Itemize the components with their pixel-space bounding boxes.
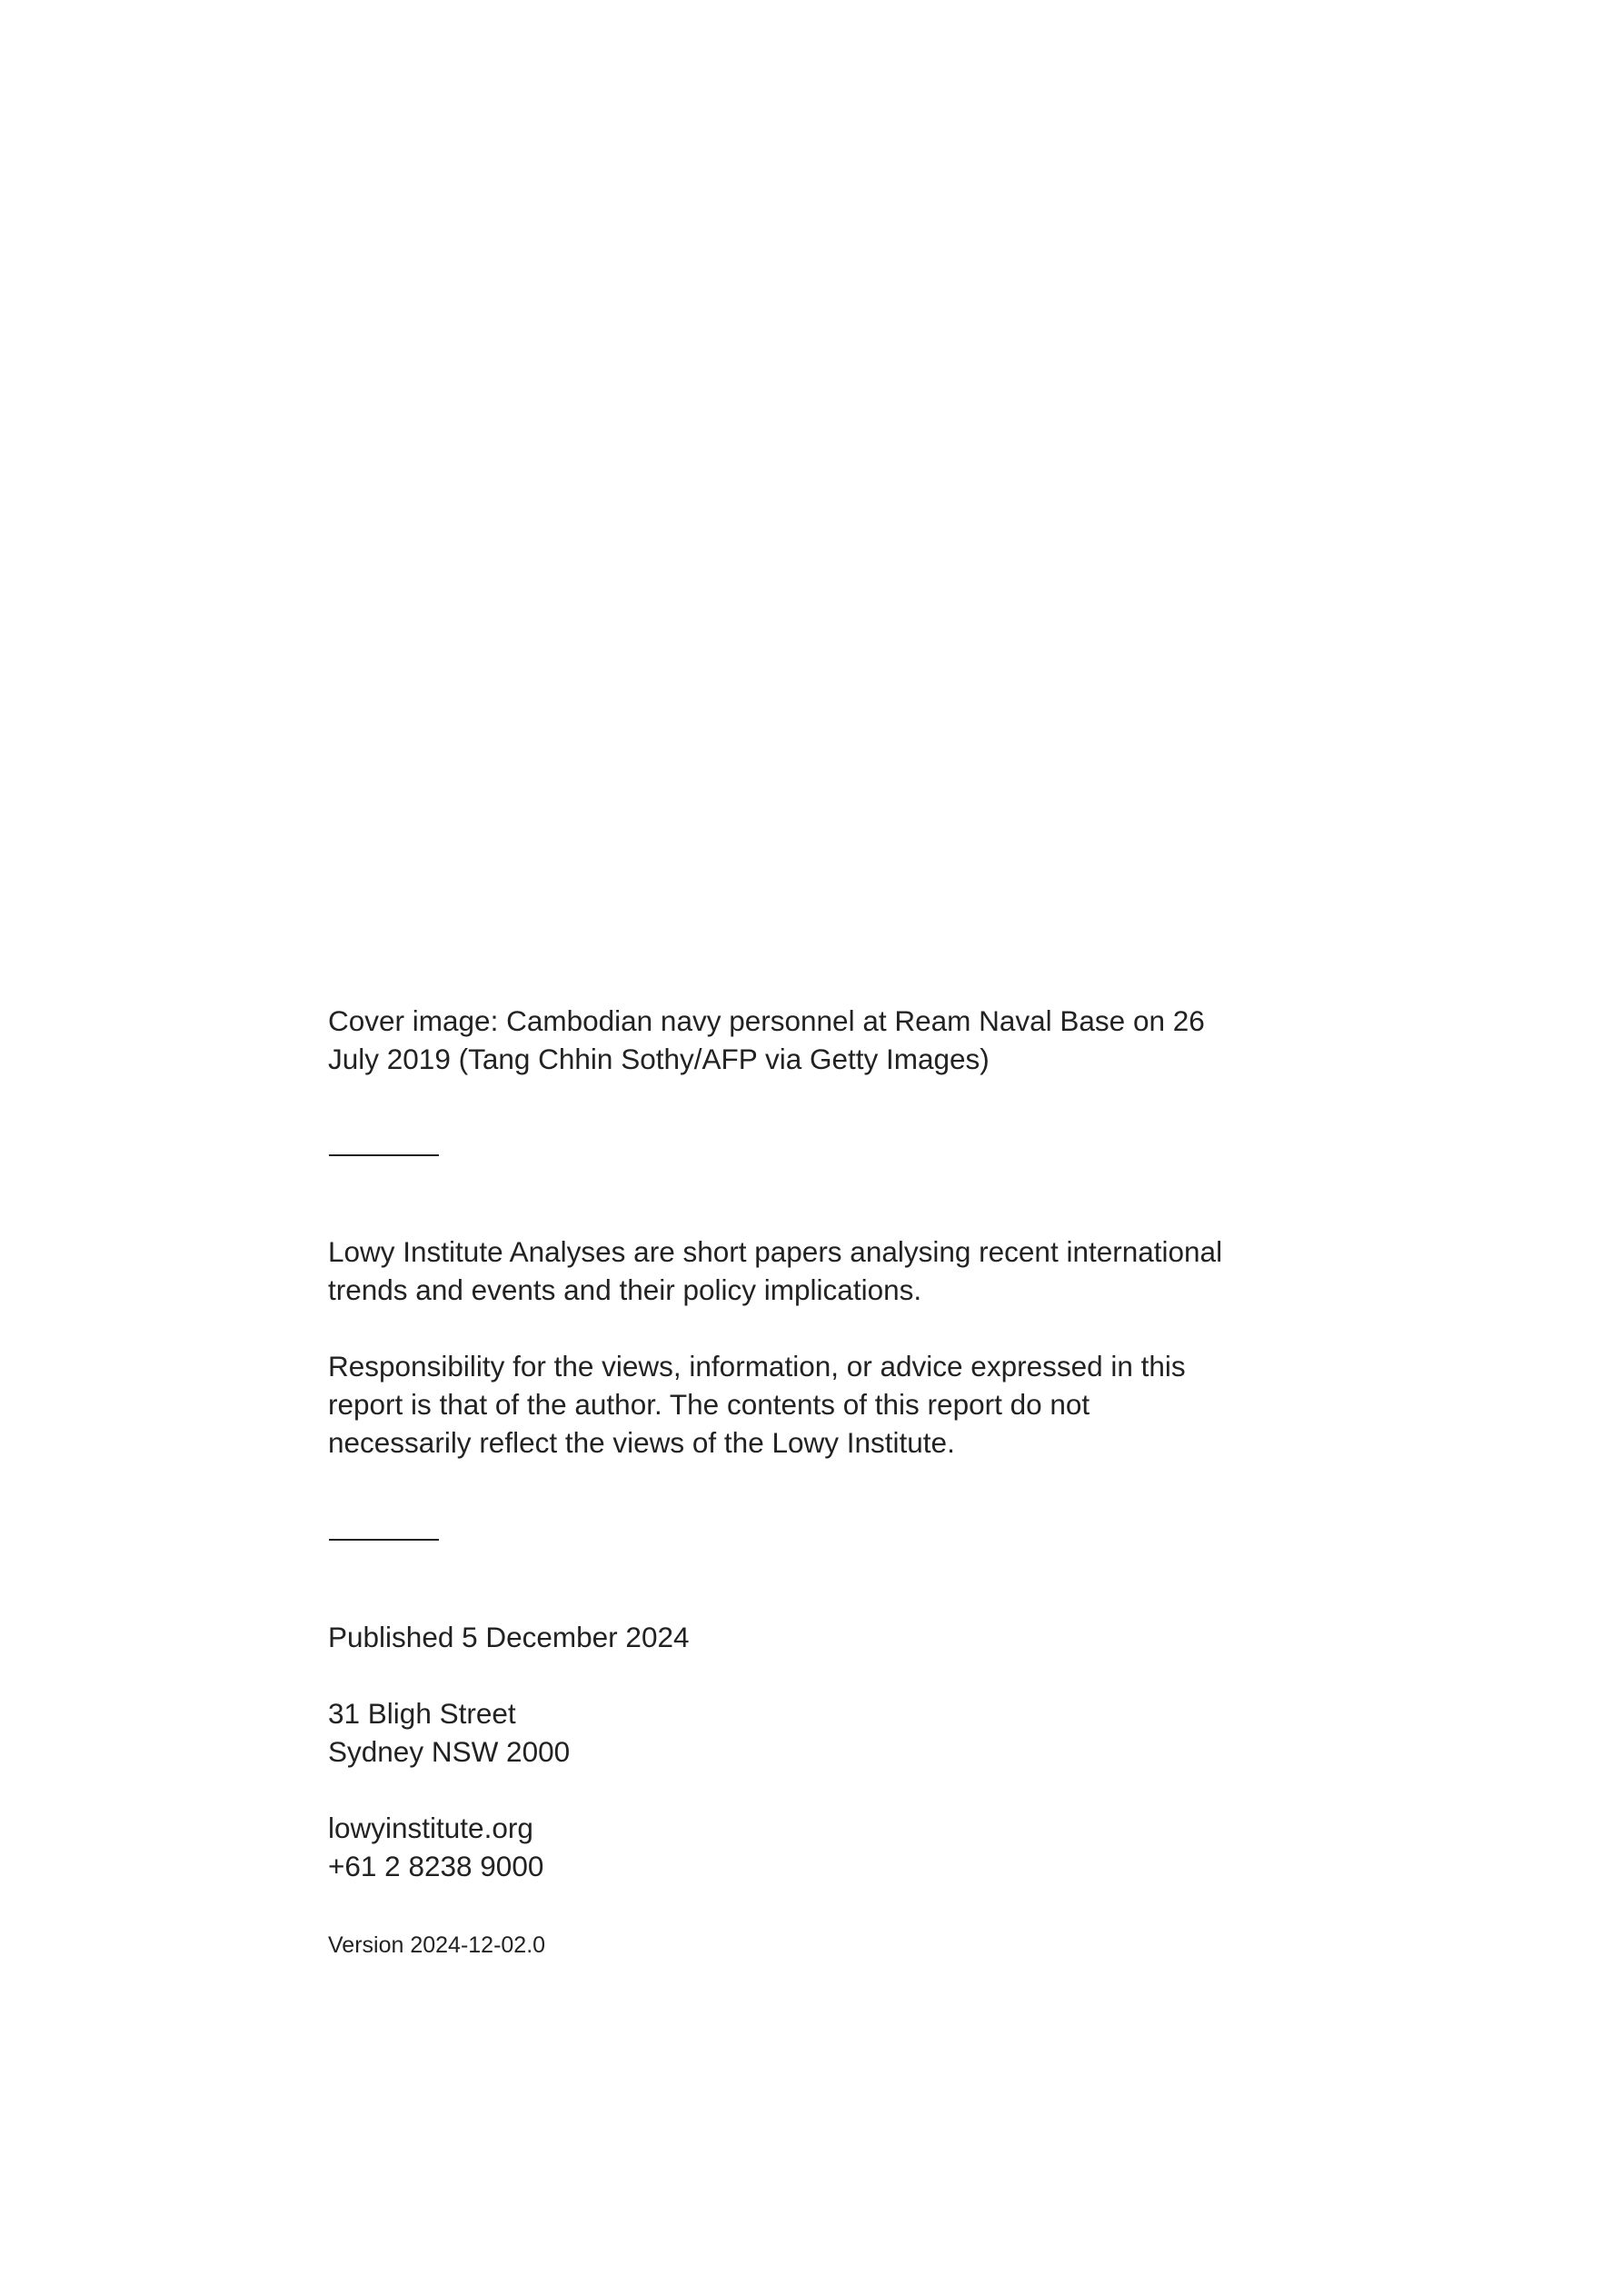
address [328, 1694, 1237, 1771]
divider [329, 1539, 439, 1541]
published-line: Published 5 December 2024 [328, 1621, 690, 1653]
cover-image-caption [328, 1002, 1237, 1078]
address-line: Sydney NSW 2000 [328, 1735, 571, 1768]
analyses-line: Lowy Institute Analyses are short papers analysing recent international [328, 1235, 1223, 1268]
disclaimer-line: necessarily reflect the views of the Lowy Institute. [328, 1426, 955, 1459]
analyses-description [328, 1233, 1237, 1309]
website-link[interactable]: lowyinstitute.org [328, 1812, 533, 1844]
divider [329, 1154, 439, 1156]
disclaimer-line: Responsibility for the views, information, or advice expressed in this [328, 1350, 1186, 1383]
version-label: Version 2024-12-02.0 [328, 1932, 546, 1958]
phone-number: +61 2 8238 9000 [328, 1850, 544, 1882]
address-line: 31 Bligh Street [328, 1697, 516, 1730]
caption-line: Cover image: Cambodian navy personnel at Ream Naval Base on 26 [328, 1004, 1205, 1037]
disclaimer [328, 1347, 1237, 1462]
analyses-line: trends and events and their policy implications. [328, 1273, 922, 1306]
disclaimer-line: report is that of the author. The contents of this report do not [328, 1388, 1090, 1421]
published-date [328, 1618, 1237, 1656]
caption-line: July 2019 (Tang Chhin Sothy/AFP via Getty Images) [328, 1043, 990, 1075]
contact [328, 1809, 1237, 1885]
